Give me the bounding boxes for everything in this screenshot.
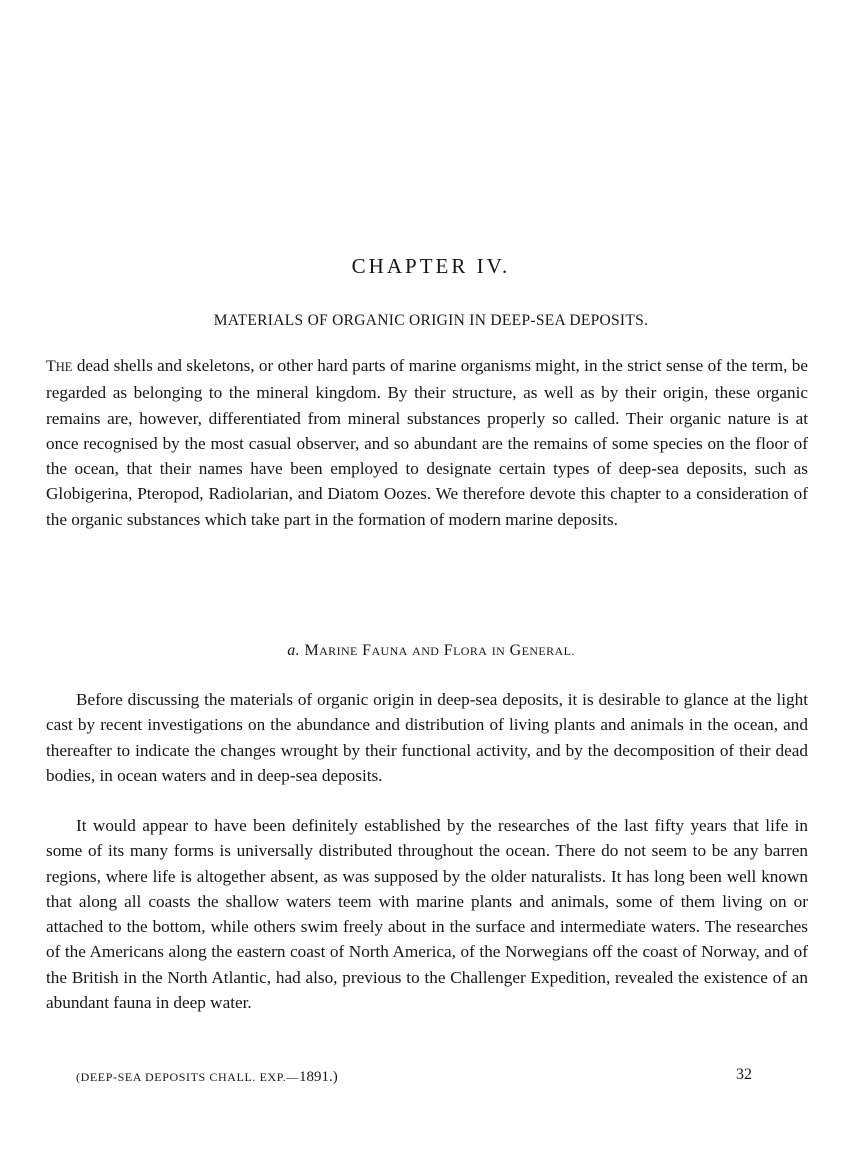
section-heading: [0, 642, 850, 660]
section-word-2-cap: F: [362, 642, 372, 659]
intro-text: dead shells and skeletons, or other hard parts of marine organisms might, in the strict sense of the term, be regarded as belonging to the mineral kingdom. By their structure, as well as by their origin, these organic remains are, however, differentiated from mineral substances properly so called. Their organic nature is at once recognised by the most casual observer, and so abundant are the remains of some species on the floor of the ocean, that their names have been employed to designate certain types of deep-sea deposits, such as Globigerina, Pteropod, Radiolarian, and Diatom Oozes. We therefore devote this chapter to a consideration of the organic substances which take part in the formation of modern marine deposits.: [46, 356, 808, 529]
section-word-6-rest: ENERAL.: [521, 644, 575, 658]
section-word-4-cap: F: [443, 642, 454, 659]
intro-lead-cap: T: [46, 358, 56, 375]
footer-source: (DEEP-SEA DEPOSITS CHALL. EXP.—: [76, 1070, 299, 1084]
chapter-subtitle: MATERIALS OF ORGANIC ORIGIN IN DEEP-SEA DEPOSITS.: [213, 312, 649, 329]
section-word-6-cap: G: [509, 642, 522, 659]
section-word-3: AND: [412, 644, 440, 658]
intro-paragraph: [46, 353, 808, 532]
section-letter: a.: [287, 642, 301, 659]
page-number: 32: [736, 1066, 752, 1083]
footer-year: 1891.): [298, 1069, 338, 1085]
section-word-4-rest: LORA: [453, 644, 488, 658]
body-paragraph-1: Before discussing the materials of organic origin in deep-sea deposits, it is desirable to glance at the light cast by recent investigations on the abundance and distribution of living plants and animals in the ocean, and thereafter to indicate the changes wrought by their functional activity, and by the decomposition of their dead bodies, in ocean waters and in deep-sea deposits.: [46, 690, 808, 785]
footer-source-note: [76, 1069, 338, 1086]
section-word-5: IN: [491, 644, 506, 658]
intro-lead-small: HE: [55, 360, 73, 374]
section-word-1-cap: M: [304, 642, 320, 659]
section-word-1-rest: ARINE: [319, 644, 358, 658]
section-word-2-rest: AUNA: [371, 644, 408, 658]
chapter-title: CHAPTER IV.: [351, 254, 511, 278]
body-paragraph-2: It would appear to have been definitely established by the researches of the last fifty years that life in some of its many forms is universally distributed throughout the ocean. There do not seem to be any barren regions, where life is altogether absent, as was supposed by the older naturalists. It has long been well known that along all coasts the shallow waters teem with marine plants and animals, some of them living on or attached to the bottom, while others swim freely about in the surface and intermediate waters. The researches of the Americans along the eastern coast of North America, of the Norwegians off the coast of Norway, and of the British in the North Atlantic, had also, previous to the Challenger Expedition, revealed the existence of an abundant fauna in deep water.: [46, 816, 808, 1013]
